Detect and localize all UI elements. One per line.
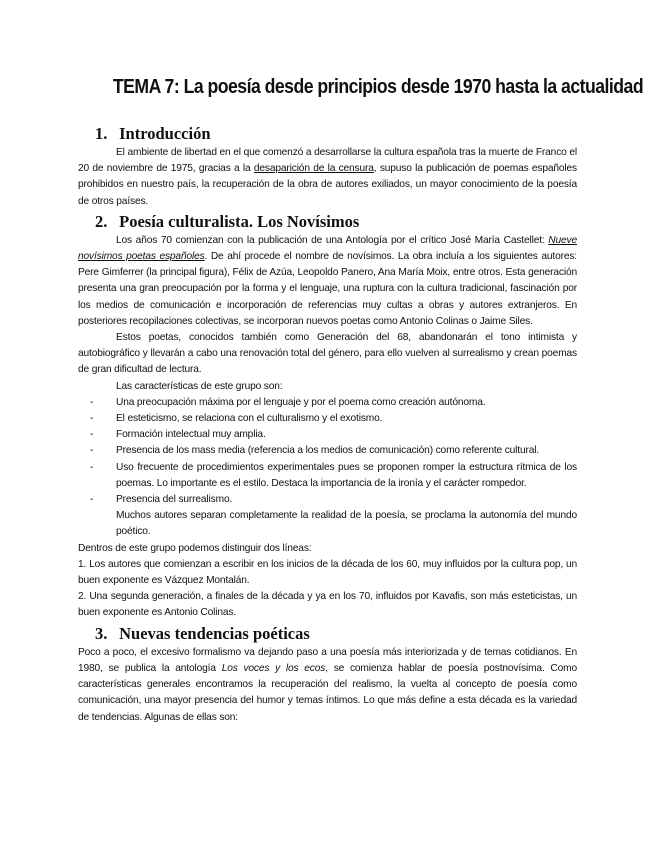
dash: - xyxy=(90,461,94,473)
section-heading-nuevas-tendencias xyxy=(78,624,577,644)
list-item-text: Presencia del surrealismo. xyxy=(116,494,233,506)
section-number: 2. xyxy=(95,211,108,231)
text-run: . De ahí procede el nombre de novísimos. La obra incluía a los siguientes autores: Pere Gimferrer (la principal figura), Félix de Azúa, Leopoldo Panero, Ana María Moix, entre otros. Esta generación presenta una gran preocupación por la forma y el lenguaje, una ruptura con la cultura tradicional, fascinación por los medios de comunicación e incorporación de referencias muy cultas a obras y autores extranjeros. En posteriores recopilaciones colectivas, se incorporan nuevos poetas como Antonio Colinas o Jaime Siles. xyxy=(78,251,577,327)
list-item-text: El esteticismo, se relaciona con el culturalismo y el exotismo. xyxy=(116,413,383,425)
section-title: Introducción xyxy=(119,124,211,143)
text-run: , supuso la publicación de poemas españoles prohibidos en nuestro país, la recuperación de la obra de autores exiliados, un mayor conocimiento de la poesía de otros países. xyxy=(78,163,577,207)
text-run: El ambiente de libertad en el que comenzó a desarrollarse la cultura española tras la muerte de Franco el 20 de noviembre de 1975, gracias a la xyxy=(78,147,577,175)
anthology-title: Nueve novísimos poetas españoles xyxy=(78,234,577,263)
section-number: 3. xyxy=(95,623,108,643)
anthology-title: Los voces y los ecos xyxy=(221,662,326,674)
dash: - xyxy=(90,396,94,408)
list-item-text: Una preocupación máxima por el lenguaje y por el poema como creación autónoma. xyxy=(116,396,486,408)
dash: - xyxy=(90,494,94,506)
censura-underlined: desaparición de la censura xyxy=(253,163,374,175)
paragraph-generacion-68: Estos poetas, conocidos también como Generación del 68, abandonarán el tono intimista y autobiográfico y llevarán a cabo una renovación total del género, para ello vuelven al surrealismo y crean poemas de gran dificultad de lectura. xyxy=(78,332,577,376)
list-item xyxy=(78,395,577,411)
list-item xyxy=(78,492,577,508)
text-run: Los años 70 comienzan con la publicación de una Antología por el crítico José María Castellet: xyxy=(116,234,549,246)
list-item-text: Formación intelectual muy amplia. xyxy=(116,429,266,441)
paragraph-linea-2: 2. Una segunda generación, a finales de la década y ya en los 70, influidos por Kavafis, son más esteticistas, un buen exponente es Antonio Colinas. xyxy=(78,591,577,619)
paragraph-nuevas-tendencias xyxy=(78,645,577,726)
page-title: TEMA 7: La poesía desde principios desde 1970 hasta la actualidad xyxy=(112,75,644,98)
paragraph-caracteristicas-intro: Las características de este grupo son: xyxy=(116,380,283,392)
list-item-text: Uso frecuente de procedimientos experimentales pues se proponen romper la estructura rítmica de los poemas. Lo importante es el estilo. Destaca la importancia de la ironía y el carácter rompedor. xyxy=(116,461,577,489)
dash: - xyxy=(90,445,94,457)
text-run: Poco a poco, el excesivo formalismo va dejando paso a una poesía más interiorizada y de temas cotidianos. En 1980, se publica la antología xyxy=(78,646,577,674)
list-item xyxy=(78,411,577,427)
section-number: 1. xyxy=(95,124,108,143)
paragraph-linea-1: 1. Los autores que comienzan a escribir en los inicios de la década de los 60, muy influidos por la cultura pop, un buen exponente es Vázquez Montalán. xyxy=(78,558,577,587)
section-title: Poesía culturalista. Los Novísimos xyxy=(119,211,360,231)
list-item xyxy=(78,460,577,492)
paragraph-introduccion xyxy=(78,145,577,210)
section-heading-culturalista xyxy=(78,212,577,232)
list-item xyxy=(78,443,577,459)
dash: - xyxy=(90,413,94,425)
text-run: , se comienza hablar de poesía postnovísima. Como características generales encontramos la recuperación del realismo, la vuelta al concepto de poesía como comunicación, una mayor presencia del humor y temas íntimos. Lo que más define a esta década es la variedad de tendencias. Algunas de ellas son: xyxy=(78,662,578,723)
section-title: Nuevas tendencias poéticas xyxy=(119,623,310,643)
characteristics-list xyxy=(78,395,577,508)
paragraph-autonomia: Muchos autores separan completamente la realidad de la poesía, se proclama la autonomía del mundo poético. xyxy=(116,510,577,538)
list-item-text: Presencia de los mass media (referencia a los medios de comunicación) como referente cultural. xyxy=(116,445,540,457)
paragraph-dos-lineas: Dentros de este grupo podemos distinguir dos líneas: xyxy=(78,542,312,554)
dash: - xyxy=(90,429,94,441)
paragraph-novisimos xyxy=(78,233,577,330)
section-heading-introduccion xyxy=(78,124,577,144)
list-item xyxy=(78,427,577,443)
